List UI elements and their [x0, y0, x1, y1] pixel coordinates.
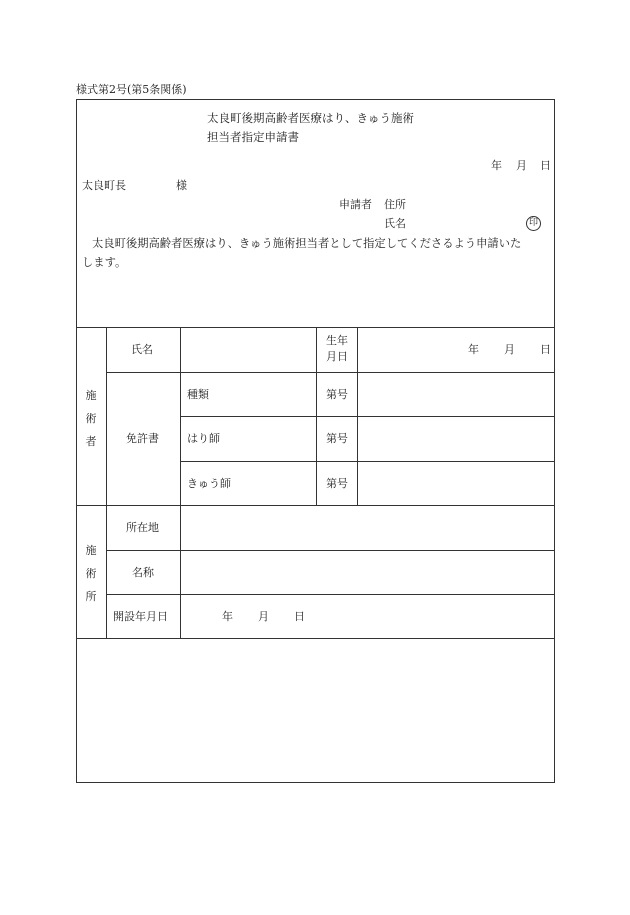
license-row-kyu: きゅう師: [187, 477, 231, 490]
date-day-label: 日: [540, 159, 551, 172]
date-month-label: 月: [516, 159, 527, 172]
addressee-honorific: 様: [176, 179, 187, 192]
facility-opened-label: 開設年月日: [113, 610, 168, 623]
date-year-label: 年: [491, 159, 502, 172]
license-label: 免許書: [126, 432, 159, 445]
applicant-address-label: 住所: [384, 198, 406, 211]
license-kind-label: 種類: [187, 388, 209, 401]
facility-name-label: 名称: [132, 566, 154, 579]
form-title-line1: 太良町後期高齢者医療はり、きゅう施術: [207, 111, 414, 125]
applicant-name-label: 氏名: [384, 217, 406, 230]
birth-date-label-2: 月日: [326, 350, 348, 363]
form-number: 様式第2号(第5条関係): [76, 83, 187, 96]
birth-year-label: 年: [468, 343, 479, 356]
addressee-name: 太良町長: [82, 179, 126, 192]
license-number-label: 第号: [326, 388, 348, 401]
table-rule: [76, 505, 555, 506]
table-rule: [106, 550, 555, 551]
table-column-rule: [180, 327, 181, 638]
body-text-line1: 太良町後期高齢者医療はり、きゅう施術担当者として指定してくださるよう申請いた: [92, 237, 522, 250]
facility-section-label: 施 術 所: [85, 544, 97, 603]
table-bottom-rule: [76, 638, 555, 639]
birth-month-label: 月: [504, 343, 515, 356]
opened-month-label: 月: [258, 610, 269, 623]
birth-day-label: 日: [540, 343, 551, 356]
birth-date-label-1: 生年: [326, 334, 348, 347]
applicant-label: 申請者: [339, 198, 372, 211]
practitioner-name-label: 氏名: [131, 343, 153, 356]
license-number-label: 第号: [326, 477, 348, 490]
facility-location-label: 所在地: [126, 521, 159, 534]
license-row-hari: はり師: [187, 432, 220, 445]
table-column-rule: [357, 327, 358, 505]
opened-year-label: 年: [222, 610, 233, 623]
table-column-rule: [106, 327, 107, 638]
body-text-line2: します。: [82, 256, 127, 269]
table-rule: [180, 461, 555, 462]
practitioner-section-label: 施 術 者: [85, 389, 97, 448]
table-rule: [106, 594, 555, 595]
opened-day-label: 日: [294, 610, 305, 623]
table-rule: [180, 416, 555, 417]
form-title-line2: 担当者指定申請書: [207, 130, 299, 144]
table-column-rule: [316, 327, 317, 505]
license-number-label: 第号: [326, 432, 348, 445]
seal-mark: 印: [526, 216, 541, 231]
table-rule: [106, 372, 555, 373]
